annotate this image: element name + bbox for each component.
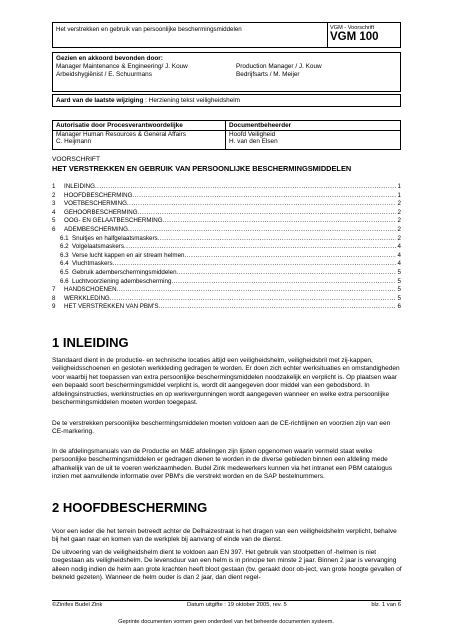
toc-entry-page: 4	[397, 251, 401, 259]
toc-entry[interactable]	[52, 217, 401, 226]
toc-entry-label: ADEMBESCHERMING	[64, 225, 128, 233]
toc-dot-leader	[132, 192, 395, 201]
toc-entry-label: HOOFDBESCHERMING	[64, 191, 133, 199]
toc-dot-leader	[177, 269, 396, 278]
toc-entry-page: 2	[397, 200, 401, 208]
toc-entry[interactable]	[52, 278, 401, 287]
change-label: Aard van de laatste wijziging	[56, 97, 144, 104]
toc-entry-label: OOG- EN GELAATBESCHERMING	[64, 217, 163, 225]
toc-entry-page: 5	[397, 268, 401, 276]
admin-line-2: H. van den Elsen	[229, 138, 278, 146]
toc-dot-leader	[184, 252, 395, 261]
toc-entry[interactable]	[52, 235, 401, 244]
toc-entry-number: 1	[52, 183, 56, 190]
section-1-paragraph-2: De te verstrekken persoonlijke beschermingsmiddelen moeten voldoen aan de CE-richtlijnen en voorzien zijn van een CE-markering.	[52, 420, 391, 436]
toc-dot-leader	[127, 200, 396, 209]
change-text: : Herziening tekst veiligheidshelm	[145, 97, 240, 104]
toc-entry-page: 2	[397, 225, 401, 233]
toc-entry-label: Vluchtmaskers	[72, 260, 113, 268]
toc-dot-leader	[163, 217, 396, 226]
footer-date: Datum uitgifte : 19 oktober 2005, rev. 5	[186, 602, 287, 608]
toc-entry-number: 7	[52, 286, 56, 294]
toc-entry-page: 6	[397, 303, 401, 311]
toc-dot-leader	[158, 303, 395, 312]
toc-entry[interactable]	[52, 260, 401, 269]
toc-entry-number: 6.6	[60, 277, 69, 285]
toc-entry-label: Snuitjes en halfgelaatsmaskers	[72, 234, 158, 242]
section-1-paragraph-1: Standaard dient in de productie- en technische locaties altijd een veiligheidshelm, veiligheidsbril met zij-kappen, veiligheidsschoenen en gesloten werkkleding gedragen te worden. Er doen zich echter werksituaties en omstandigheden voor waarbij het toepassen van extra persoonlijke beschermingsmiddelen noodzakelijk en verplicht is. Op plaatsen waar een bepaald soort beschermingsmiddel verplicht is, wordt dit aangegeven door middel van een gebodsbord. In afdelingsinstructies, werkinstructies en op werkvergunningen wordt aangegeven wanneer en welke extra persoonlijke beschermingsmiddelen moeten worden toegepast.	[52, 357, 400, 407]
toc-entry-number: 2	[52, 191, 56, 199]
owner-header: Autorisatie door Procesverantwoordelijke	[53, 122, 225, 131]
toc-entry-label: Gebruik ademberschermingsmiddelen	[72, 268, 177, 276]
toc-entry-number: 5	[52, 217, 56, 225]
toc-entry-number: 6.1	[60, 234, 69, 242]
toc-entry-number: 9	[52, 303, 56, 311]
header-doc-title: Het verstrekken en gebruik van persoonlijke beschermingsmiddelen	[53, 23, 328, 47]
toc-dot-leader	[138, 209, 396, 218]
table-of-contents	[52, 183, 401, 312]
toc-entry-number: 6	[52, 225, 56, 233]
toc-entry-page: 5	[397, 294, 401, 302]
toc-dot-leader	[110, 295, 396, 304]
toc-entry[interactable]	[52, 200, 401, 209]
page-footer	[52, 600, 401, 608]
section-1-paragraph-3: In de afdelingsmanuals van de Productie en M&E afdelingen zijn lijsten opgenomen waarin vermeld staat welke persoonlijke beschermingsmiddelen er gedragen dienen te worden in de diverse gebieden binnen een afdeling mede afhankelijk van de uit te voeren werkzaamheden. Budel Zink medewerkers kunnen via het intranet een PBM catalogus inzien met aanvullende informatie over PBM's die verstrekt worden en de SAP bestelnummers.	[52, 448, 392, 481]
toc-entry[interactable]	[52, 243, 401, 252]
toc-entry-page: 2	[397, 208, 401, 216]
toc-entry-page: 5	[397, 277, 401, 285]
footer-note: Geprinte documenten vormen geen onderdeel van het beheerde documenten systeem.	[118, 619, 334, 625]
admin-header: Documentbeheerder	[226, 122, 400, 131]
doc-title: HET VERSTREKKEN EN GEBRUIK VAN PERSOONLIJKE BESCHERMINGSMIDDELEN	[52, 164, 352, 173]
approval-title: Gezien en akkoord bevonden door:	[56, 55, 163, 62]
approver-1: Manager Maintenance & Engineering/ J. Kouw	[56, 63, 188, 70]
toc-entry-page: 2	[397, 234, 401, 242]
toc-entry-page: 1	[397, 191, 401, 199]
toc-entry-number: 4	[52, 208, 56, 216]
section-2-paragraph-1: Voor een ieder die het terrein betreedt achter de Delhaizestraat is het dragen van een veiligheidshelm verplicht, behalve bij het gaan naar en komen van de werkplek bij aanvang of einde van de dienst.	[52, 528, 397, 544]
toc-entry[interactable]	[52, 269, 401, 278]
approval-box	[52, 52, 401, 92]
toc-dot-leader	[113, 260, 396, 269]
header-doc-id	[328, 23, 400, 47]
section-2-paragraph-2: De uitvoering van de veiligheidshelm dient te voldoen aan EN 397. Het gebruik van stootpetten of -helmen is niet toegestaan als veiligheidshelm. De levensduur van een helm is in principe ten minste 2 jaar. Binnen 2 jaar is vervanging alleen nodig indien de helm aan grote krachten heeft bloot gestaan (bv. geraakt door ob-ject, van grote hoogte gevallen of bekneld gezeten). Wanneer de helm ouder is dan 2 jaar, dan dient regel-	[52, 549, 402, 582]
owner-column	[52, 120, 226, 150]
toc-entry-label: HET VERSTREKKEN VAN PBM'S	[64, 303, 159, 311]
toc-entry[interactable]	[52, 192, 401, 201]
toc-entry-label: WERKKLEDING	[64, 294, 110, 302]
section-1-heading: 1 INLEIDING	[52, 335, 129, 350]
toc-dot-leader	[171, 278, 395, 287]
toc-entry[interactable]	[52, 183, 401, 192]
toc-entry-label: Volgelaatsmaskers	[72, 243, 124, 251]
section-2-heading: 2 HOOFDBESCHERMING	[52, 500, 208, 515]
toc-entry[interactable]	[52, 303, 401, 312]
toc-entry[interactable]	[52, 252, 401, 261]
toc-entry-page: 2	[397, 217, 401, 225]
toc-entry-label: INLEIDING	[64, 183, 95, 190]
toc-entry-number: 3	[52, 200, 56, 208]
toc-entry-page: 4	[397, 260, 401, 268]
toc-entry-label: Verse lucht kappen en air stream helmen	[72, 251, 185, 259]
toc-dot-leader	[158, 235, 396, 244]
change-box	[52, 94, 401, 107]
toc-entry-label: HANDSCHOENEN	[64, 286, 117, 294]
responsibility-table	[52, 120, 401, 150]
owner-line-2: C. Heijmann	[56, 138, 92, 146]
footer-company: ©Zinifex Budel Zink	[52, 602, 103, 608]
toc-entry-page: 5	[397, 286, 401, 294]
toc-entry-label: Luchtvoorziening adembescherming	[72, 277, 172, 285]
footer-page-number: blz. 1 van 6	[371, 602, 401, 608]
admin-column	[226, 120, 401, 150]
toc-entry-number: 8	[52, 294, 56, 302]
header-doc-code: VGM 100	[330, 31, 379, 43]
approver-2: Production Manager / J. Kouw	[236, 63, 322, 70]
owner-line-1: Manager Human Resources & General Affairs	[56, 130, 186, 138]
toc-dot-leader	[128, 226, 396, 235]
toc-entry[interactable]	[52, 295, 401, 304]
toc-entry-label: GEHOORBESCHERMING	[64, 208, 138, 216]
toc-entry-page: 4	[397, 243, 401, 251]
toc-entry-number: 6.5	[60, 268, 69, 276]
document-header	[52, 22, 401, 48]
toc-entry-number: 6.2	[60, 243, 69, 251]
toc-dot-leader	[124, 243, 396, 252]
toc-entry-number: 6.3	[60, 251, 69, 259]
doc-type-label: VOORSCHRIFT	[52, 156, 100, 163]
approver-4: Bedrijfsarts / M. Meijer	[236, 71, 300, 78]
toc-dot-leader	[95, 183, 396, 192]
admin-line-1: Hoofd Veiligheid	[229, 130, 276, 138]
approver-3: Arbeidshygiënist / E. Schuurmans	[56, 71, 152, 78]
toc-entry[interactable]	[52, 286, 401, 295]
header-doc-type: VGM - Voorschrift	[330, 25, 375, 31]
toc-entry[interactable]	[52, 209, 401, 218]
toc-entry-page: 1	[397, 183, 401, 190]
toc-dot-leader	[117, 286, 396, 295]
toc-entry-label: VOETBESCHERMING	[64, 200, 127, 208]
toc-entry-number: 6.4	[60, 260, 69, 268]
toc-entry[interactable]	[52, 226, 401, 235]
